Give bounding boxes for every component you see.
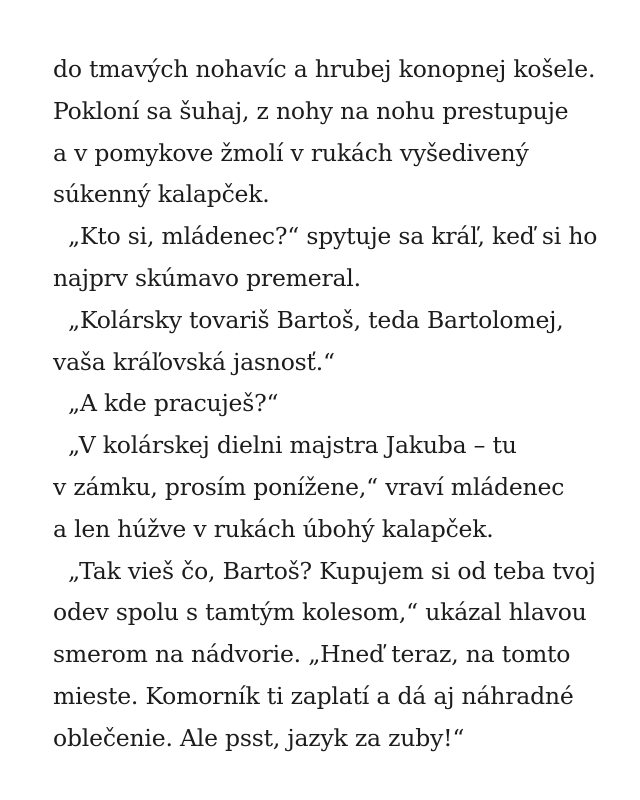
text-line: a v pomykove žmolí v rukách vyšedivený [53,138,529,167]
text-line: súkenný kalapček. [53,180,270,209]
text-line: oblečenie. Ale psst, jazyk za zuby!“ [53,723,465,752]
text-line: v zámku, prosím ponížene,“ vraví mládenec [53,472,565,501]
text-line: „V kolárskej dielni majstra Jakuba – tu [68,431,517,460]
body-text [53,49,613,760]
text-line: vaša kráľovská jasnosť.“ [53,347,335,376]
text-line: a len húžve v rukách úbohý kalapček. [53,514,494,543]
text-line: „A kde pracuješ?“ [68,389,279,418]
text-line: smerom na nádvorie. „Hneď teraz, na tomto [53,640,571,669]
text-line: „Kto si, mládenec?“ spytuje sa kráľ, keď si ho [68,222,598,251]
text-line: mieste. Komorník ti zaplatí a dá aj náhradné [53,681,574,710]
text-line: „Kolársky tovariš Bartoš, teda Bartolomej, [68,305,564,334]
text-line: najprv skúmavo premeral. [53,263,361,292]
text-line: odev spolu s tamtým kolesom,“ ukázal hlavou [53,598,587,627]
text-line: Pokloní sa šuhaj, z nohy na nohu prestupuje [53,96,569,125]
text-line: „Tak vieš čo, Bartoš? Kupujem si od teba tvoj [68,556,596,585]
text-line: do tmavých nohavíc a hrubej konopnej košele. [53,55,596,83]
